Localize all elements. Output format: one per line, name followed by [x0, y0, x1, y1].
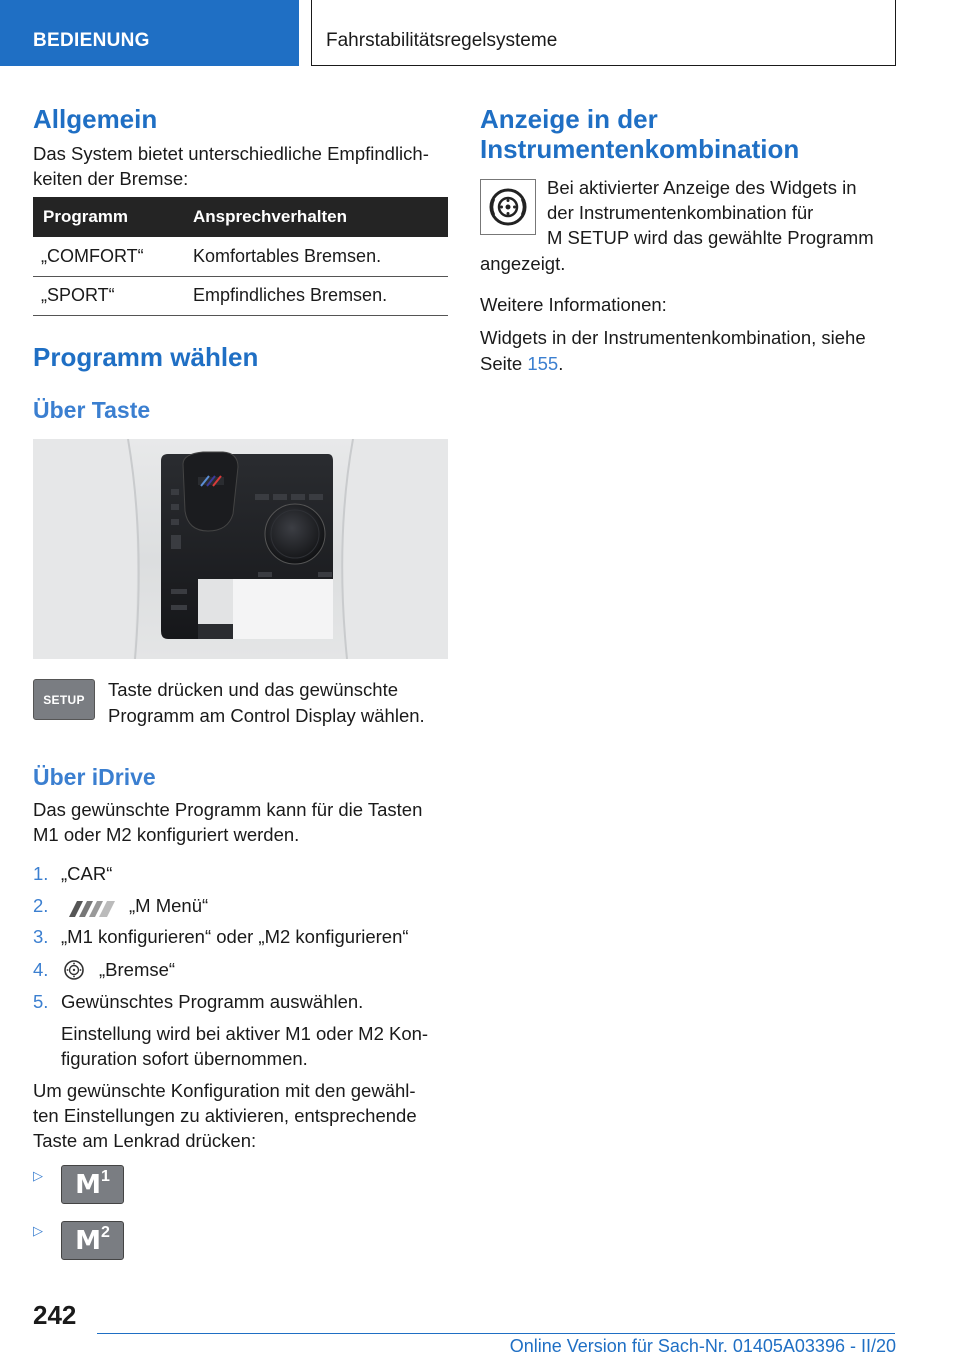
widgets-text-line-1: Widgets in der Instrumentenkombination, siehe	[480, 327, 866, 348]
step-text: Gewünschtes Programm auswählen.	[61, 991, 364, 1012]
anzeige-text-line-4: angezeigt.	[480, 253, 566, 274]
table-row	[33, 237, 448, 276]
bullet-triangle-icon: ▷	[33, 1223, 43, 1238]
table-row	[33, 276, 448, 315]
konfig-text-line-3: Taste am Lenkrad drücken:	[33, 1130, 257, 1151]
step5-note-line-1: Einstellung wird bei aktiver M1 oder M2 Kon-	[61, 1023, 429, 1044]
step-number: 3.	[33, 926, 49, 947]
header-section-tab	[0, 0, 299, 66]
setup-text-line-1: Taste drücken und das gewünschte	[108, 679, 399, 700]
step-text: „CAR“	[61, 863, 113, 884]
brake-program-table	[33, 197, 448, 316]
step5-note-line-2: figuration sofort übernommen.	[61, 1048, 308, 1069]
step-number: 1.	[33, 863, 49, 884]
allgemein-text-line-2: keiten der Bremse:	[33, 168, 189, 189]
anzeige-text-line-2: der Instrumentenkombination für	[547, 202, 814, 223]
step-number: 2.	[33, 895, 49, 916]
list-item	[33, 957, 448, 983]
header-section-label: BEDIENUNG	[33, 30, 150, 51]
konfig-text-line-2: ten Einstellungen zu aktivieren, entsprechende	[33, 1105, 417, 1126]
list-item	[33, 893, 448, 919]
step-text: „Bremse“	[99, 959, 176, 980]
programm-waehlen-heading: Programm wählen	[33, 342, 259, 372]
allgemein-text-line-1: Das System bietet unterschiedliche Empfindlich-	[33, 143, 429, 164]
anzeige-text-line-3: M SETUP wird das gewählte Programm	[547, 227, 874, 248]
brake-disc-icon	[63, 959, 85, 988]
footer-online-version: Online Version für Sach-Nr. 01405A03396 - II/20	[509, 1336, 896, 1356]
table-cell: Empfindliches Bremsen.	[183, 276, 448, 315]
step-number: 4.	[33, 959, 49, 980]
table-header-ansprechverhalten: Ansprechverhalten	[183, 197, 448, 237]
anzeige-heading-line-1: Anzeige in der	[480, 104, 658, 134]
m1-button-image	[61, 1165, 124, 1204]
weitere-info-text: Weitere Informationen:	[480, 294, 667, 315]
table-cell: Komfortables Bremsen.	[183, 237, 448, 276]
step-text: „M Menü“	[129, 895, 209, 916]
m-stripes-icon	[61, 898, 117, 924]
list-item	[33, 924, 448, 950]
step-number: 5.	[33, 991, 49, 1012]
center-console-photo	[33, 439, 448, 659]
table-cell: „SPORT“	[33, 276, 183, 315]
setup-button-image	[33, 679, 95, 720]
m2-button-image	[61, 1221, 124, 1260]
setup-button-label: SETUP	[43, 692, 85, 707]
setup-text-line-2: Programm am Control Display wählen.	[108, 705, 425, 726]
step-text: „M1 konfigurieren“ oder „M2 konfigurieren“	[61, 926, 409, 947]
list-item	[33, 861, 448, 887]
list-item	[33, 989, 448, 1015]
widgets-page-prefix: Seite	[480, 353, 528, 374]
m1-button-sup: 1	[100, 1167, 110, 1185]
brake-widget-icon	[480, 179, 536, 235]
table-header-programm: Programm	[33, 197, 183, 237]
idrive-text-line-2: M1 oder M2 konfiguriert werden.	[33, 824, 300, 845]
header-chapter-label: Fahrstabilitätsregelsysteme	[326, 30, 558, 51]
konfig-text-line-1: Um gewünschte Konfiguration mit den gewähl-	[33, 1080, 416, 1101]
header-chapter-box	[311, 0, 896, 66]
ueber-idrive-heading: Über iDrive	[33, 764, 156, 790]
table-header-row	[33, 197, 448, 237]
table-cell: „COMFORT“	[33, 237, 183, 276]
center-console-illustration	[33, 439, 448, 659]
allgemein-heading: Allgemein	[33, 104, 158, 134]
m2-button-sup: 2	[100, 1223, 110, 1241]
widgets-text-line-2	[480, 351, 900, 377]
page-number: 242	[33, 1300, 77, 1330]
idrive-text-line-1: Das gewünschte Programm kann für die Tasten	[33, 799, 423, 820]
ueber-taste-heading: Über Taste	[33, 397, 151, 423]
anzeige-heading-line-2: Instrumentenkombination	[480, 134, 800, 164]
widgets-page-suffix: .	[558, 353, 564, 374]
page-155-link[interactable]: 155	[527, 353, 559, 374]
m2-button-letter: M	[75, 1225, 101, 1256]
anzeige-text-line-1: Bei aktivierter Anzeige des Widgets in	[547, 177, 857, 198]
footer-divider	[97, 1333, 895, 1334]
bullet-triangle-icon: ▷	[33, 1168, 43, 1183]
m1-button-letter: M	[75, 1169, 101, 1200]
